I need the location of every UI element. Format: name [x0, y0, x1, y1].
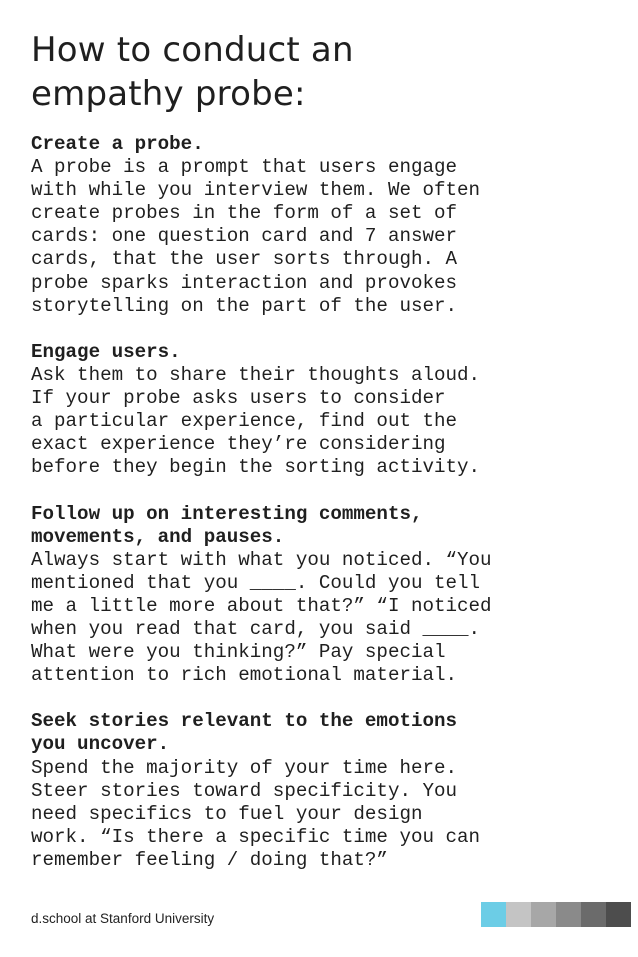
body-line: with while you interview them. We often [31, 179, 481, 202]
body-line: A probe is a prompt that users engage [31, 156, 458, 179]
instructions [31, 133, 611, 895]
section-heading [31, 503, 611, 549]
body-line: create probes in the form of a set of [31, 202, 458, 225]
section-create-probe [31, 133, 611, 318]
section-body [31, 757, 611, 872]
body-line: cards, that the user sorts through. A [31, 248, 458, 271]
body-line: If your probe asks users to consider [31, 387, 446, 410]
color-swatch [581, 902, 606, 927]
color-swatch [606, 902, 631, 927]
body-line: a particular experience, find out the [31, 410, 458, 433]
body-line: mentioned that you ____. Could you tell [31, 571, 481, 594]
color-swatch [506, 902, 531, 927]
footer-credit: d.school at Stanford University [31, 911, 215, 926]
page-title-line: How to conduct an [31, 30, 354, 70]
body-line: storytelling on the part of the user. [31, 294, 458, 317]
section-seek-stories [31, 710, 611, 872]
body-line: Steer stories toward specificity. You [31, 779, 458, 802]
body-line: Ask them to share their thoughts aloud. [31, 363, 481, 386]
color-swatch [556, 902, 581, 927]
color-swatch-strip [481, 902, 631, 927]
heading-line: Follow up on interesting comments, [31, 502, 423, 525]
section-follow-up [31, 503, 611, 688]
section-body [31, 364, 611, 479]
section-engage-users [31, 341, 611, 480]
heading-line: movements, and pauses. [31, 525, 285, 548]
section-heading [31, 133, 611, 156]
body-line: remember feeling / doing that?” [31, 848, 388, 871]
page-title [31, 28, 551, 116]
body-line: What were you thinking?” Pay special [31, 641, 446, 664]
body-line: me a little more about that?” “I noticed [31, 594, 492, 617]
body-line: need specifics to fuel your design [31, 802, 423, 825]
section-heading [31, 341, 611, 364]
heading-line: Seek stories relevant to the emotions [31, 710, 458, 733]
heading-line: you uncover. [31, 733, 170, 756]
section-body [31, 156, 611, 318]
section-body [31, 549, 611, 688]
body-line: work. “Is there a specific time you can [31, 825, 481, 848]
body-line: cards: one question card and 7 answer [31, 225, 458, 248]
heading-line: Create a probe. [31, 133, 204, 155]
section-heading [31, 710, 611, 756]
body-line: when you read that card, you said ____. [31, 617, 481, 640]
page-title-line: empathy probe: [31, 74, 306, 114]
body-line: attention to rich emotional material. [31, 664, 458, 687]
body-line: before they begin the sorting activity. [31, 456, 481, 479]
body-line: probe sparks interaction and provokes [31, 271, 458, 294]
body-line: Always start with what you noticed. “You [31, 548, 492, 571]
body-line: exact experience they’re considering [31, 433, 446, 456]
heading-line: Engage users. [31, 340, 181, 363]
body-line: Spend the majority of your time here. [31, 756, 458, 779]
color-swatch [531, 902, 556, 927]
color-swatch [481, 902, 506, 927]
